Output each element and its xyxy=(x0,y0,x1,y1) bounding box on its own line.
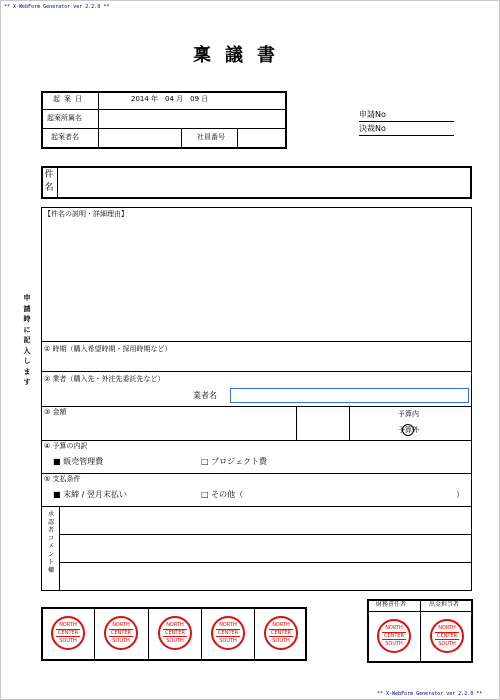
side-note: 申請時に記入します xyxy=(23,294,31,386)
page-title: 稟議書 xyxy=(193,45,289,66)
vendor-label: ② 業者（購入先・外注先委託先など） xyxy=(44,375,165,383)
employee-no-label: 社員番号 xyxy=(197,133,225,141)
finance-label: 財務責任者 xyxy=(376,601,407,608)
payment-label: ⑤ 支払条件 xyxy=(44,475,81,483)
approval-no-label: 決裁No xyxy=(359,124,386,133)
date-value: 2014 年 04 月 09 日 xyxy=(131,95,209,103)
subject-box xyxy=(41,166,472,199)
budget-selection-circle xyxy=(402,424,414,436)
application-no-label: 申請No xyxy=(359,110,386,119)
budget-option-sales[interactable]: ■ 販売管理費 xyxy=(53,457,104,466)
dept-label: 起案所属名 xyxy=(47,114,82,122)
vendor-name-input[interactable] xyxy=(230,388,469,403)
comment-label: 承認者コメント欄 xyxy=(47,511,54,574)
approval-stamp-2: NORTH CENTER SOUTH xyxy=(104,616,138,650)
approval-stamp-4: NORTH CENTER SOUTH xyxy=(211,616,245,650)
payment-option-other[interactable]: □ その他（ xyxy=(201,490,244,499)
finance-stamp: NORTH CENTER SOUTH xyxy=(377,619,411,653)
amount-label: ③ 金額 xyxy=(44,408,67,416)
version-top: ** X-WebForm Generator ver 2.2.0 ** xyxy=(4,4,110,10)
approval-stamp-3: NORTH CENTER SOUTH xyxy=(158,616,192,650)
drafter-label: 起案者名 xyxy=(51,133,79,141)
budget-in-label: 予算内 xyxy=(398,410,419,418)
payment-option-month-end[interactable]: ■ 末締 / 翌月末払い xyxy=(53,490,127,499)
description-label: 【件名の説明・詳細理由】 xyxy=(44,210,128,218)
approval-stamp-5: NORTH CENTER SOUTH xyxy=(264,616,298,650)
budget-breakdown-label: ④ 予算の内訳 xyxy=(44,442,88,450)
payment-option-close: ） xyxy=(456,490,464,499)
date-label: 起案日 xyxy=(53,95,86,103)
budget-out-label: 予算外 xyxy=(398,426,419,434)
budget-option-project[interactable]: □ プロジェクト費 xyxy=(201,457,267,466)
accounting-label: 出金担当者 xyxy=(429,601,460,608)
vendor-name-label: 業者名 xyxy=(193,391,217,400)
accounting-stamp: NORTH CENTER SOUTH xyxy=(430,619,464,653)
approval-stamp-1: NORTH CENTER SOUTH xyxy=(51,616,85,650)
version-bottom: ** X-WebForm Generator ver 2.2.0 ** xyxy=(377,691,483,697)
subject-label: 件名 xyxy=(44,170,54,193)
timing-label: ① 時期（購入希望時期・採用時期など） xyxy=(44,345,172,353)
